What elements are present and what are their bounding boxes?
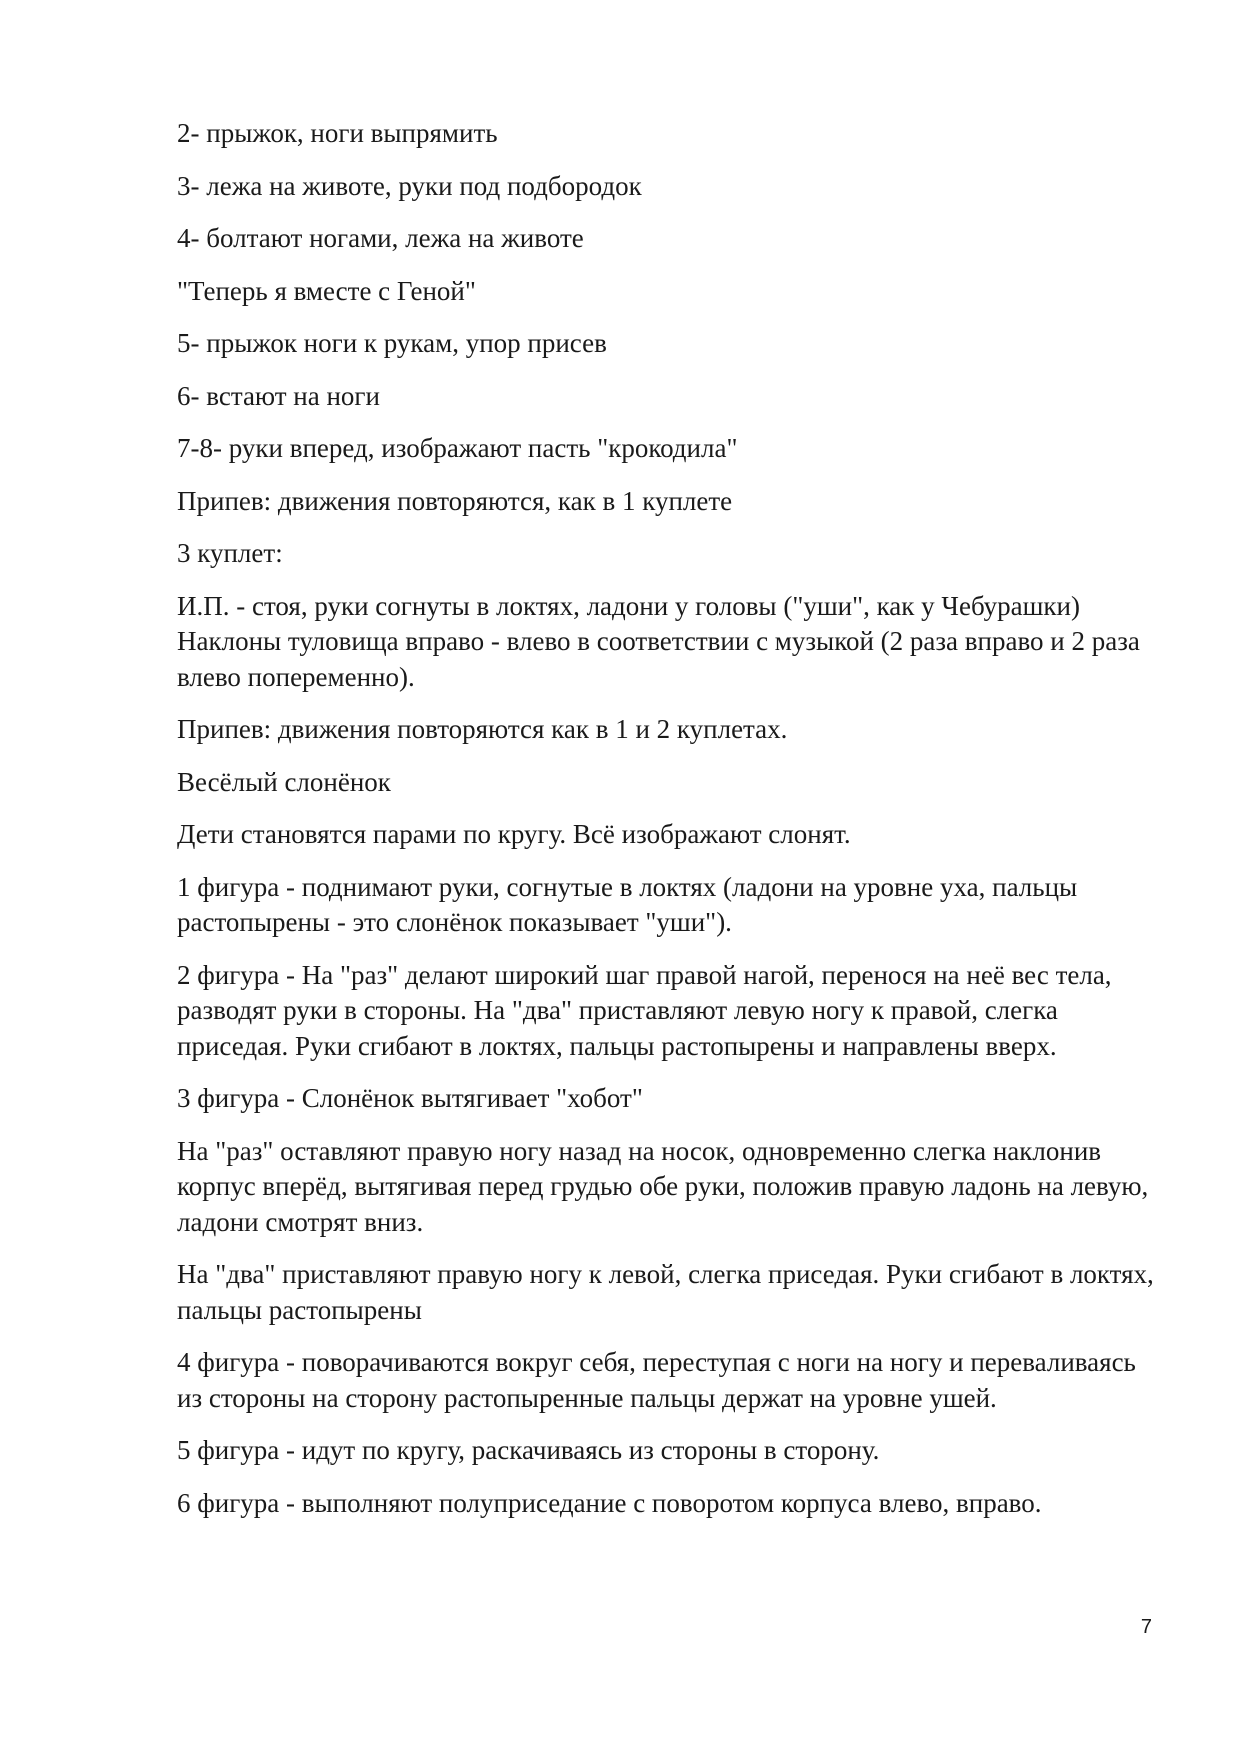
paragraph: 7-8- руки вперед, изображают пасть "крокодила" bbox=[177, 433, 738, 463]
paragraph: 5 фигура - идут по кругу, раскачиваясь из стороны в сторону. bbox=[177, 1435, 880, 1465]
paragraph: На "раз" оставляют правую ногу назад на носок, одновременно слегка наклонив корпус вперёд, вытягивая перед грудью обе руки, положив правую ладонь на левую, ладони смотрят вниз. bbox=[177, 1135, 1149, 1237]
paragraph: 3 куплет: bbox=[177, 538, 283, 568]
paragraph: 1 фигура - поднимают руки, согнутые в локтях (ладони на уровне уха, пальцы растопырены - это слонёнок показывает "уши"). bbox=[177, 871, 1078, 937]
section-heading: Весёлый слонёнок bbox=[177, 766, 391, 797]
paragraph: И.П. - стоя, руки согнуты в локтях, ладони у головы ("уши", как у Чебурашки) Наклоны туловища вправо - влево в соответствии с музыкой (2 раза вправо и 2 раза влево попеременно). bbox=[177, 590, 1140, 692]
page-number: 7 bbox=[1140, 1616, 1152, 1638]
paragraph: 3- лежа на животе, руки под подбородок bbox=[177, 170, 642, 201]
paragraph: 4 фигура - поворачиваются вокруг себя, переступая с ноги на ногу и переваливаясь из стороны на сторону растопыренные пальцы держат на уровне ушей. bbox=[177, 1347, 1136, 1413]
paragraph: 3 фигура - Слонёнок вытягивает "хобот" bbox=[177, 1083, 643, 1113]
paragraph: 5- прыжок ноги к рукам, упор присев bbox=[177, 328, 607, 358]
paragraph: 6- встают на ноги bbox=[177, 380, 380, 411]
paragraph: 2- прыжок, ноги выпрямить bbox=[177, 118, 498, 148]
page-body bbox=[177, 116, 1157, 1538]
paragraph: 6 фигура - выполняют полуприседание с поворотом корпуса влево, вправо. bbox=[177, 1487, 1042, 1518]
paragraph: Припев: движения повторяются, как в 1 куплете bbox=[177, 485, 733, 516]
paragraph: 4- болтают ногами, лежа на животе bbox=[177, 223, 584, 253]
paragraph: Припев: движения повторяются как в 1 и 2 куплетах. bbox=[177, 714, 788, 744]
paragraph: "Теперь я вместе с Геной" bbox=[177, 275, 476, 306]
paragraph: Дети становятся парами по кругу. Всё изображают слонят. bbox=[177, 819, 851, 849]
paragraph: 2 фигура - На "раз" делают широкий шаг правой нагой, перенося на неё вес тела, разводят руки в стороны. На "два" приставляют левую ногу к правой, слегка приседая. Руки сгибают в локтях, пальцы растопырены и направлены вверх. bbox=[177, 959, 1112, 1061]
paragraph: На "два" приставляют правую ногу к левой, слегка приседая. Руки сгибают в локтях, пальцы растопырены bbox=[177, 1259, 1154, 1325]
